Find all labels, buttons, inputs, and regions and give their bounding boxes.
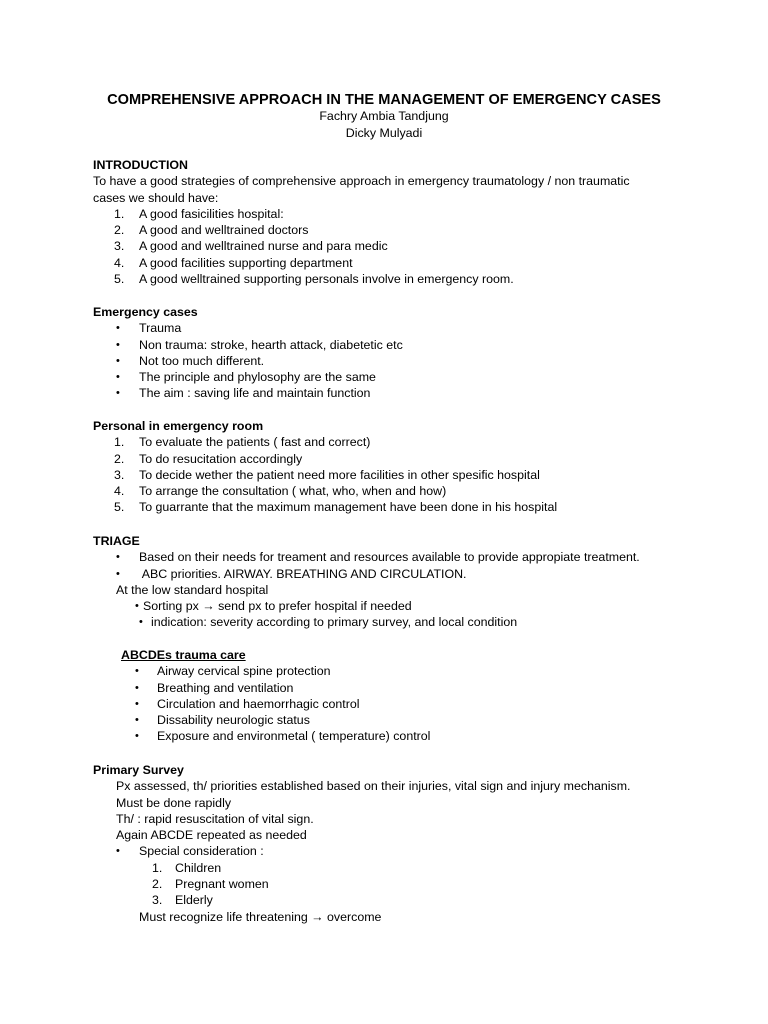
bullet-icon: • — [116, 387, 120, 400]
list-item-text: Pregnant women — [175, 877, 269, 892]
primary-closing: Must recognize life threatening → overcome — [139, 909, 382, 924]
list-item: 4. A good facilities supporting department — [114, 255, 353, 270]
list-item: 2. To do resucitation accordingly — [114, 451, 303, 466]
introduction-section — [93, 157, 713, 287]
bullet-icon: • — [116, 567, 120, 580]
introduction-paragraph-line-2: cases we should have: — [93, 190, 219, 205]
author-2: Dicky Mulyadi — [345, 126, 423, 140]
emergency-cases-section — [93, 304, 713, 402]
list-item: 3. A good and welltrained nurse and para medic — [114, 239, 388, 254]
bullet-icon: • — [135, 730, 139, 743]
primary-line: Th/ : rapid resuscitation of vital sign. — [116, 811, 314, 826]
introduction-heading: INTRODUCTION — [93, 158, 188, 172]
list-item-text: To decide wether the patient need more facilities in other spesific hospital — [139, 467, 540, 482]
list-item-text: To do resucitation accordingly — [139, 451, 303, 466]
list-item-text: Special consideration : — [139, 844, 264, 859]
list-item — [93, 843, 713, 859]
list-item: 2. Pregnant women — [152, 877, 269, 892]
primary-survey-heading: Primary Survey — [93, 763, 184, 777]
list-item: 4. To arrange the consultation ( what, who, when and how) — [114, 484, 447, 499]
list-item — [93, 614, 713, 630]
list-item — [93, 320, 713, 336]
list-item-text: Breathing and ventilation — [157, 680, 294, 695]
bullet-icon: • — [116, 371, 120, 384]
primary-survey-section — [93, 762, 713, 925]
list-item-text: ABC priorities. AIRWAY. BREATHING AND CIRCULATION. — [139, 566, 467, 581]
list-item-text: Exposure and environmetal ( temperature) control — [157, 729, 431, 744]
abcde-section — [93, 647, 713, 745]
list-item-text: To evaluate the patients ( fast and correct) — [139, 435, 371, 450]
list-item — [93, 663, 713, 679]
list-item — [93, 549, 713, 565]
bullet-icon: • — [116, 845, 120, 858]
list-item-text: Trauma — [139, 321, 182, 336]
primary-line: Px assessed, th/ priorities established based on their injuries, vital sign and injury mechanism. — [116, 779, 631, 794]
bullet-icon: • — [135, 681, 139, 694]
list-item — [93, 712, 713, 728]
primary-line: Again ABCDE repeated as needed — [116, 828, 307, 843]
list-item: 5. A good welltrained supporting personals involve in emergency room. — [114, 272, 514, 287]
bullet-icon: • — [116, 354, 120, 367]
list-item-text: Circulation and haemorrhagic control — [157, 696, 360, 711]
triage-heading: TRIAGE — [93, 534, 140, 548]
document-title: COMPREHENSIVE APPROACH IN THE MANAGEMENT OF EMERGENCY CASES — [107, 92, 661, 108]
list-item: 3. Elderly — [152, 893, 213, 908]
list-item: 1. Children — [152, 860, 222, 875]
list-item — [93, 680, 713, 696]
list-item: 2. A good and welltrained doctors — [114, 223, 309, 238]
introduction-paragraph-line-1: To have a good strategies of comprehensive approach in emergency traumatology / non traumatic — [93, 174, 630, 189]
list-item-text: Elderly — [175, 893, 213, 908]
emergency-cases-heading: Emergency cases — [93, 305, 198, 319]
list-item-text: A good fasicilities hospital: — [139, 206, 284, 221]
list-item-text: indication: severity according to primary survey, and local condition — [151, 615, 518, 630]
bullet-icon: • — [135, 714, 139, 727]
list-item-text: Non trauma: stroke, hearth attack, diabetetic etc — [139, 337, 403, 352]
list-item — [93, 369, 713, 385]
list-item — [93, 728, 713, 744]
primary-line: Must be done rapidly — [116, 795, 232, 810]
list-item-text: To guarrante that the maximum management have been done in his hospital — [139, 500, 558, 515]
low-standard-label: At the low standard hospital — [116, 582, 269, 597]
personal-heading: Personal in emergency room — [93, 419, 264, 433]
author-1: Fachry Ambia Tandjung — [319, 109, 449, 123]
list-item-text: A good welltrained supporting personals involve in emergency room. — [139, 272, 514, 287]
list-item-text: The aim : saving life and maintain function — [139, 386, 371, 401]
bullet-icon: • — [135, 665, 139, 678]
bullet-icon: • — [135, 697, 139, 710]
bullet-icon: • — [116, 338, 120, 351]
triage-section — [93, 533, 713, 631]
list-item: 1. To evaluate the patients ( fast and correct) — [114, 435, 371, 450]
list-item — [93, 337, 713, 353]
list-item — [93, 598, 713, 614]
list-item: 3. To decide wether the patient need more facilities in other spesific hospital — [114, 467, 540, 482]
list-item — [93, 696, 713, 712]
list-item-text: A good and welltrained nurse and para medic — [139, 239, 388, 254]
list-item-text: The principle and phylosophy are the same — [139, 370, 376, 385]
bullet-icon: • — [135, 600, 139, 613]
list-item-text: A good and welltrained doctors — [139, 223, 309, 238]
list-item: 5. To guarrante that the maximum management have been done in his hospital — [114, 500, 558, 515]
bullet-icon: • — [139, 616, 143, 629]
bullet-icon: • — [116, 322, 120, 335]
list-item: 1. A good fasicilities hospital: — [114, 206, 284, 221]
list-item-text: Airway cervical spine protection — [157, 664, 331, 679]
list-item-text: Based on their needs for treament and resources available to provide appropiate treatment. — [139, 550, 640, 565]
bullet-icon: • — [116, 551, 120, 564]
list-item-text: Not too much different. — [139, 353, 265, 368]
list-item — [93, 353, 713, 369]
list-item-text: Children — [175, 860, 222, 875]
list-item-text: Dissability neurologic status — [157, 713, 310, 728]
list-item-text: Sorting px → send px to prefer hospital if needed — [143, 599, 412, 614]
list-item — [93, 385, 713, 401]
list-item-text: To arrange the consultation ( what, who, when and how) — [139, 484, 447, 499]
list-item-text: A good facilities supporting department — [139, 255, 353, 270]
personal-section — [93, 418, 713, 516]
list-item — [93, 566, 713, 582]
abcde-heading: ABCDEs trauma care — [121, 648, 246, 662]
